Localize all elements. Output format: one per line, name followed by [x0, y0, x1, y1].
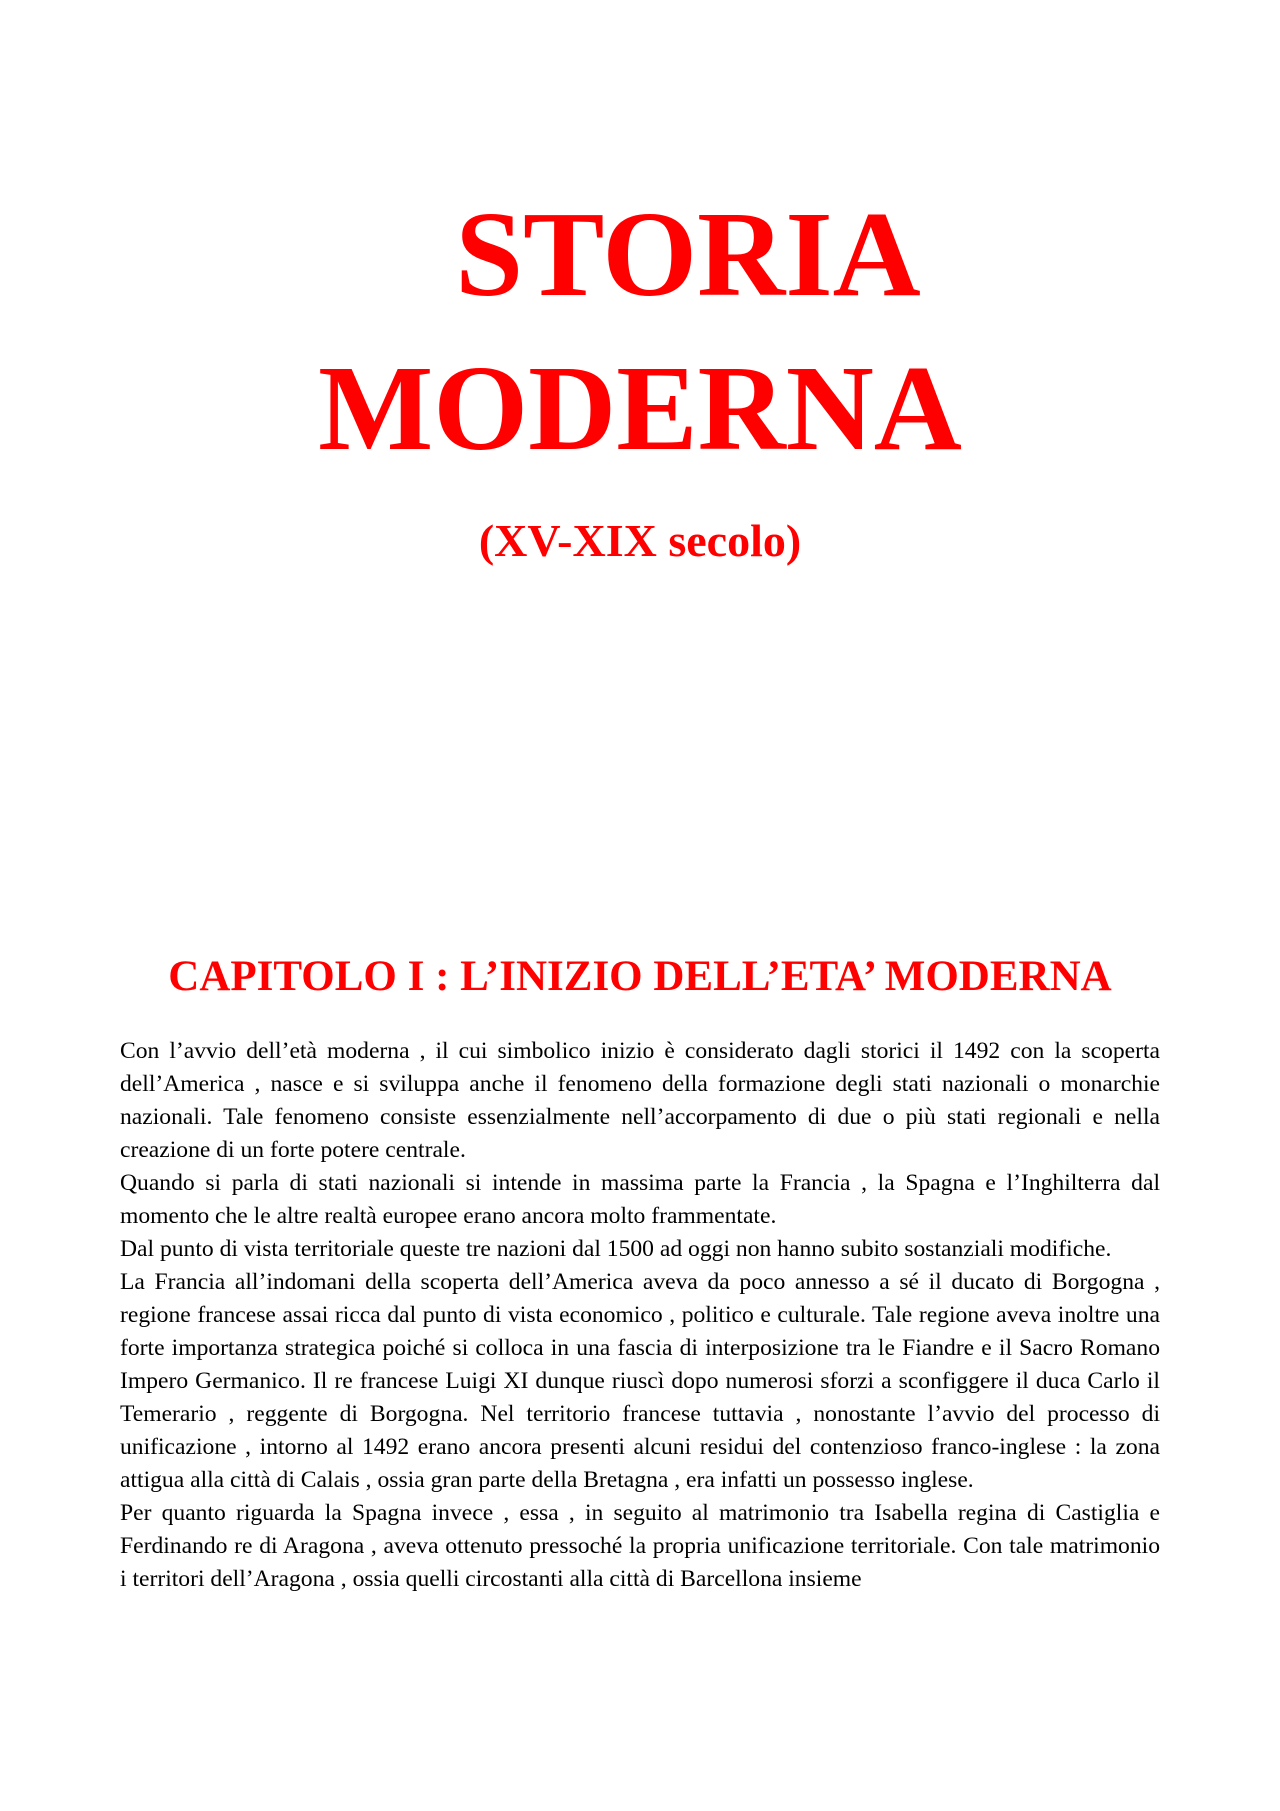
paragraph: Con l’avvio dell’età moderna , il cui simbolico inizio è considerato dagli storici il 1492 con la scoperta dell’America , nasce e si sviluppa anche il fenomeno della formazione degli stati nazionali o monarchie nazionali. Tale fenomeno consiste essenzialmente nell’accorpamento di due o più stati regionali e nella creazione di un forte potere centrale.: [120, 1038, 1160, 1163]
paragraph: La Francia all’indomani della scoperta dell’America aveva da poco annesso a sé il ducato di Borgogna , regione francese assai ricca dal punto di vista economico , politico e culturale. Tale regione aveva inoltre una forte importanza strategica poiché si colloca in una fascia di interposizione tra le Fiandre e il Sacro Romano Impero Germanico. Il re francese Luigi XI dunque riuscì dopo numerosi sforzi a sconfiggere il duca Carlo il Temerario , reggente di Borgogna. Nel territorio francese tuttavia , nonostante l’avvio del processo di unificazione , intorno al 1492 erano ancora presenti alcuni residui del contenzioso franco-inglese : la zona attigua alla città di Calais , ossia gran parte della Bretagna , era infatti un possesso inglese.: [120, 1269, 1160, 1493]
paragraph: Per quanto riguarda la Spagna invece , essa , in seguito al matrimonio tra Isabella regina di Castiglia e Ferdinando re di Aragona , aveva ottenuto pressoché la propria unificazione territoriale. Con tale matrimonio i territori dell’Aragona , ossia quelli circostanti alla città di Barcellona insieme: [120, 1500, 1160, 1592]
title-line-storia: STORIA: [455, 187, 921, 322]
title-line-moderna: MODERNA: [318, 341, 962, 476]
body-text: [120, 1035, 1160, 1596]
paragraph: Dal punto di vista territoriale queste tre nazioni dal 1500 ad oggi non hanno subito sostanziali modifiche.: [120, 1236, 1112, 1262]
chapter-heading: CAPITOLO I : L’INIZIO DELL’ETA’ MODERNA: [168, 953, 1112, 1000]
paragraph: Quando si parla di stati nazionali si intende in massima parte la Francia , la Spagna e l’Inghilterra dal momento che le altre realtà europee erano ancora molto frammentate.: [120, 1170, 1160, 1229]
subtitle-period: (XV-XIX secolo): [478, 515, 802, 566]
